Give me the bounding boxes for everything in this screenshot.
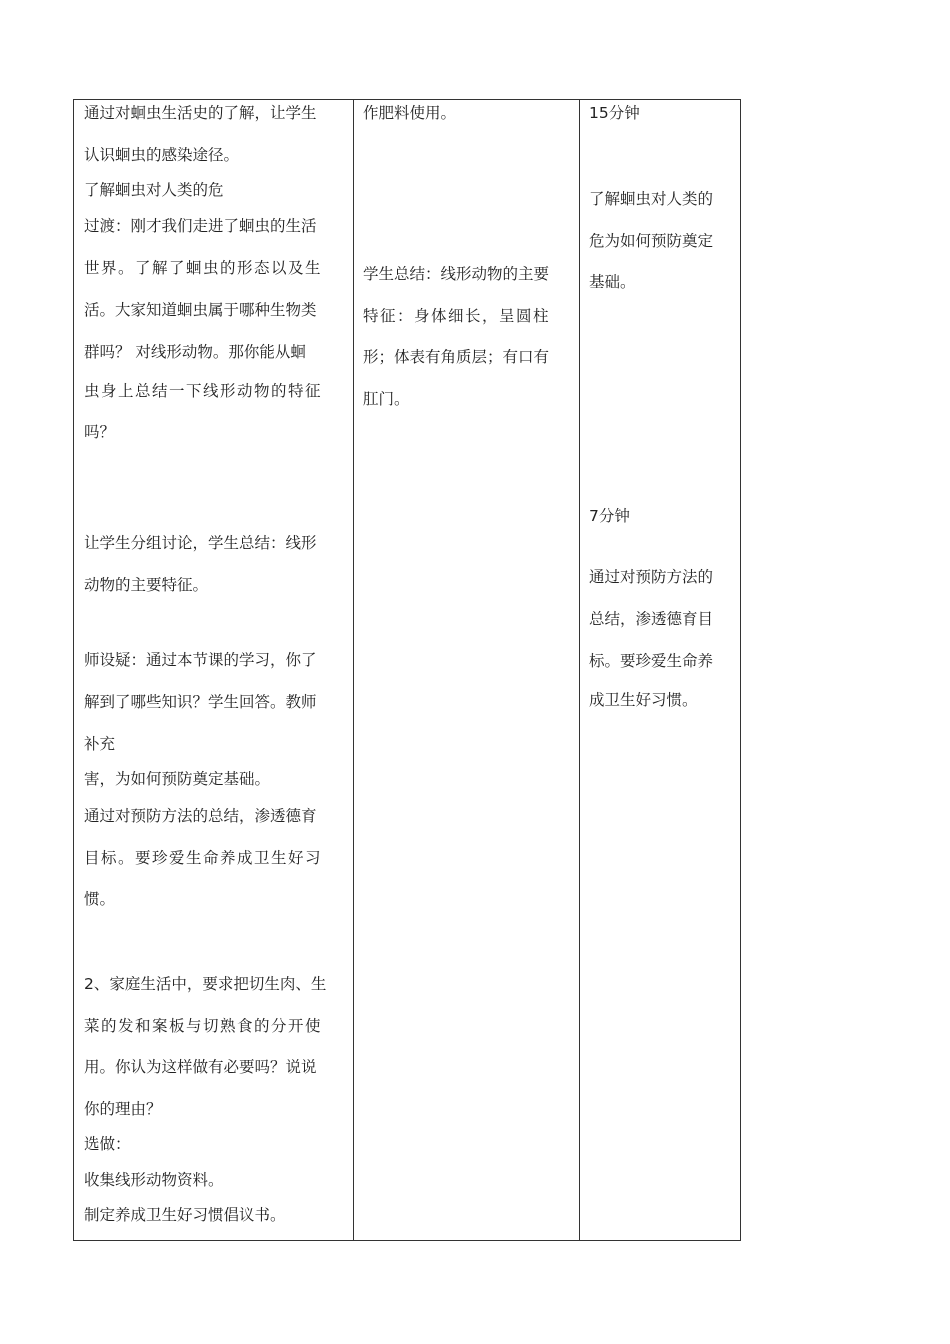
text-line: 肛门。 <box>363 390 410 408</box>
text-line: 过渡：刚才我们走进了蛔虫的生活 <box>84 217 317 235</box>
lesson-table <box>73 99 741 1241</box>
text-line: 世界。了解了蛔虫的形态以及生 <box>84 259 323 277</box>
text-line: 收集线形动物资料。 <box>84 1171 224 1189</box>
text-line: 选做： <box>84 1135 131 1153</box>
text-line: 你的理由？ <box>84 1100 162 1118</box>
text-line: 动物的主要特征。 <box>84 576 209 594</box>
text-line: 认识蛔虫的感染途径。 <box>84 146 240 164</box>
text-line: 惯。 <box>84 890 116 908</box>
text-line: 制定养成卫生好习惯倡议书。 <box>84 1206 286 1224</box>
text-line: 解到了哪些知识？学生回答。教师 <box>84 693 317 711</box>
column-divider <box>353 100 354 1240</box>
text-line: 补充 <box>84 735 116 753</box>
text-line: 群吗？ 对线形动物。那你能从蛔 <box>84 343 306 361</box>
text-line: 了解蛔虫对人类的危 <box>84 181 224 199</box>
text-line: 目标。要珍爱生命养成卫生好习 <box>84 849 323 867</box>
column-divider <box>579 100 580 1240</box>
text-line: 活。大家知道蛔虫属于哪种生物类 <box>84 301 317 319</box>
text-line: 作肥料使用。 <box>363 104 457 122</box>
text-line: 学生总结：线形动物的主要 <box>363 265 550 283</box>
text-line: 吗？ <box>84 423 116 441</box>
text-line: 形；体表有角质层；有口有 <box>363 348 550 366</box>
text-line: 标。要珍爱生命养 <box>589 652 714 670</box>
text-line: 特征：身体细长，呈圆柱 <box>363 307 551 325</box>
text-line: 了解蛔虫对人类的 <box>589 190 714 208</box>
text-line: 用。你认为这样做有必要吗？说说 <box>84 1058 317 1076</box>
text-line: 害，为如何预防奠定基础。 <box>84 770 271 788</box>
text-line: 2、家庭生活中，要求把切生肉、生 <box>84 975 327 993</box>
text-line: 师设疑：通过本节课的学习，你了 <box>84 651 317 669</box>
text-line: 通过对预防方法的总结，渗透德育 <box>84 807 317 825</box>
text-line: 总结，渗透德育目 <box>589 610 714 628</box>
text-line: 通过对预防方法的 <box>589 568 714 586</box>
text-line: 虫身上总结一下线形动物的特征 <box>84 382 323 400</box>
text-line: 基础。 <box>589 273 636 291</box>
text-line: 通过对蛔虫生活史的了解，让学生 <box>84 104 317 122</box>
time-label: 7分钟 <box>589 507 630 525</box>
text-line: 让学生分组讨论，学生总结：线形 <box>84 534 317 552</box>
time-label: 15分钟 <box>589 104 640 122</box>
text-line: 菜的发和案板与切熟食的分开使 <box>84 1017 323 1035</box>
text-line: 成卫生好习惯。 <box>589 691 698 709</box>
text-line: 危为如何预防奠定 <box>589 232 714 250</box>
